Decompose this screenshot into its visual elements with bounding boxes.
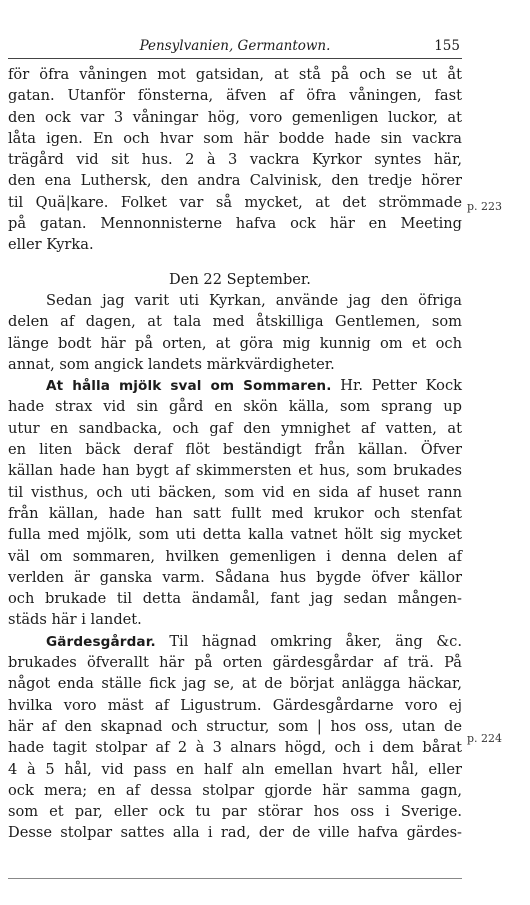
text-line: länge bodt här på orten, at göra mig kunnig om et och [8, 334, 462, 352]
text-line: verlden är ganska varm. Sådana hus bygde öfver källor [8, 568, 462, 586]
text-line: Desse stolpar sattes alla i rad, der de ville hafva gärdes- [8, 824, 462, 842]
text-line: den ock var 3 våningar hög, voro gemenligen luckor, at [8, 108, 462, 126]
text-line: til visthus, och uti bäcken, som vid en sida af huset rann [8, 483, 462, 501]
running-header [10, 36, 460, 56]
margin-page-ref: p. 224 [467, 732, 503, 745]
text-line [8, 375, 462, 396]
text-line: på gatan. Mennonnisterne hafva ock här en Meeting [8, 215, 462, 233]
section-heading: At hålla mjölk sval om Sommaren. [46, 378, 332, 395]
text-line: ock mera; en af dessa stolpar gjorde här samma gagn, [8, 781, 462, 799]
text-line: annat, som angick landets märkvärdigheter. [8, 355, 335, 373]
text-line: städs här i landet. [8, 611, 142, 629]
running-title: Pensylvanien, Germantown. [139, 38, 331, 54]
text-line: låta igen. En och hvar som här bodde hade sin vackra [8, 129, 462, 147]
header-rule [8, 58, 462, 59]
text-line: den ena Luthersk, den andra Calvinisk, den tredje hörer [8, 172, 462, 190]
text-line: och brukade til detta ändamål, fant jag sedan mången- [8, 590, 462, 608]
text-line: en liten bäck deraf flöt beständigt från källan. Öfver [8, 441, 462, 459]
text-line: något enda ställe fick jag se, at de börjat anlägga häckar, [8, 675, 462, 693]
text-line: Sedan jag varit uti Kyrkan, använde jag den öfriga [46, 291, 462, 309]
footer-rule [8, 878, 462, 879]
text-line: gatan. Utanför fönsterna, äfven af öfra våningen, fast [8, 87, 462, 105]
margin-page-ref: p. 223 [467, 200, 503, 213]
text-line: hvilka voro mäst af Ligustrum. Gärdesgårdarne voro ej [8, 696, 462, 714]
text-fragment: Hr. Petter Kock [331, 377, 462, 395]
text-line: fulla med mjölk, som uti detta kalla vatnet hölt sig mycket [8, 526, 462, 544]
text-line: här af den skapnad och structur, som | hos oss, utan de [8, 717, 462, 735]
text-line: utur en sandbacka, och gaf den ymnighet af vatten, at [8, 419, 462, 437]
text-fragment: Til hägnad omkring åker, äng &c. [155, 632, 462, 650]
text-line: hade tagit stolpar af 2 à 3 alnars högd, och i dem bårat [8, 739, 462, 757]
text-line [8, 631, 462, 652]
text-line: eller Kyrka. [8, 236, 94, 254]
text-line: 4 à 5 hål, vid pass en half aln emellan hvart hål, eller [8, 760, 462, 778]
page-number: 155 [434, 38, 460, 54]
text-line: trägård vid sit hus. 2 à 3 vackra Kyrkor syntes här, [8, 151, 462, 169]
text-line: väl om sommaren, hvilken gemenligen i denna delen af [8, 547, 462, 565]
section-heading: Gärdesgårdar. [46, 633, 156, 650]
text-line: som et par, eller ock tu par störar hos oss i Sverige. [8, 803, 462, 821]
text-line: från källan, hade han satt fullt med krukor och stenfat [8, 504, 462, 522]
text-line: delen af dagen, at tala med åtskilliga Gentlemen, som [8, 313, 462, 331]
body-text [8, 64, 462, 844]
text-line: til Quä|kare. Folket var så mycket, at det strömmade [8, 193, 462, 211]
text-line: källan hade han bygt af skimmersten et hus, som brukades [8, 462, 462, 480]
text-line: för öfra våningen mot gatsidan, at stå på och se ut åt [8, 66, 462, 83]
text-line: hade strax vid sin gård en skön källa, som sprang up [8, 398, 462, 416]
text-line: brukades öfverallt här på orten gärdesgårdar af trä. På [8, 654, 462, 672]
dateline: Den 22 September. [169, 270, 311, 288]
